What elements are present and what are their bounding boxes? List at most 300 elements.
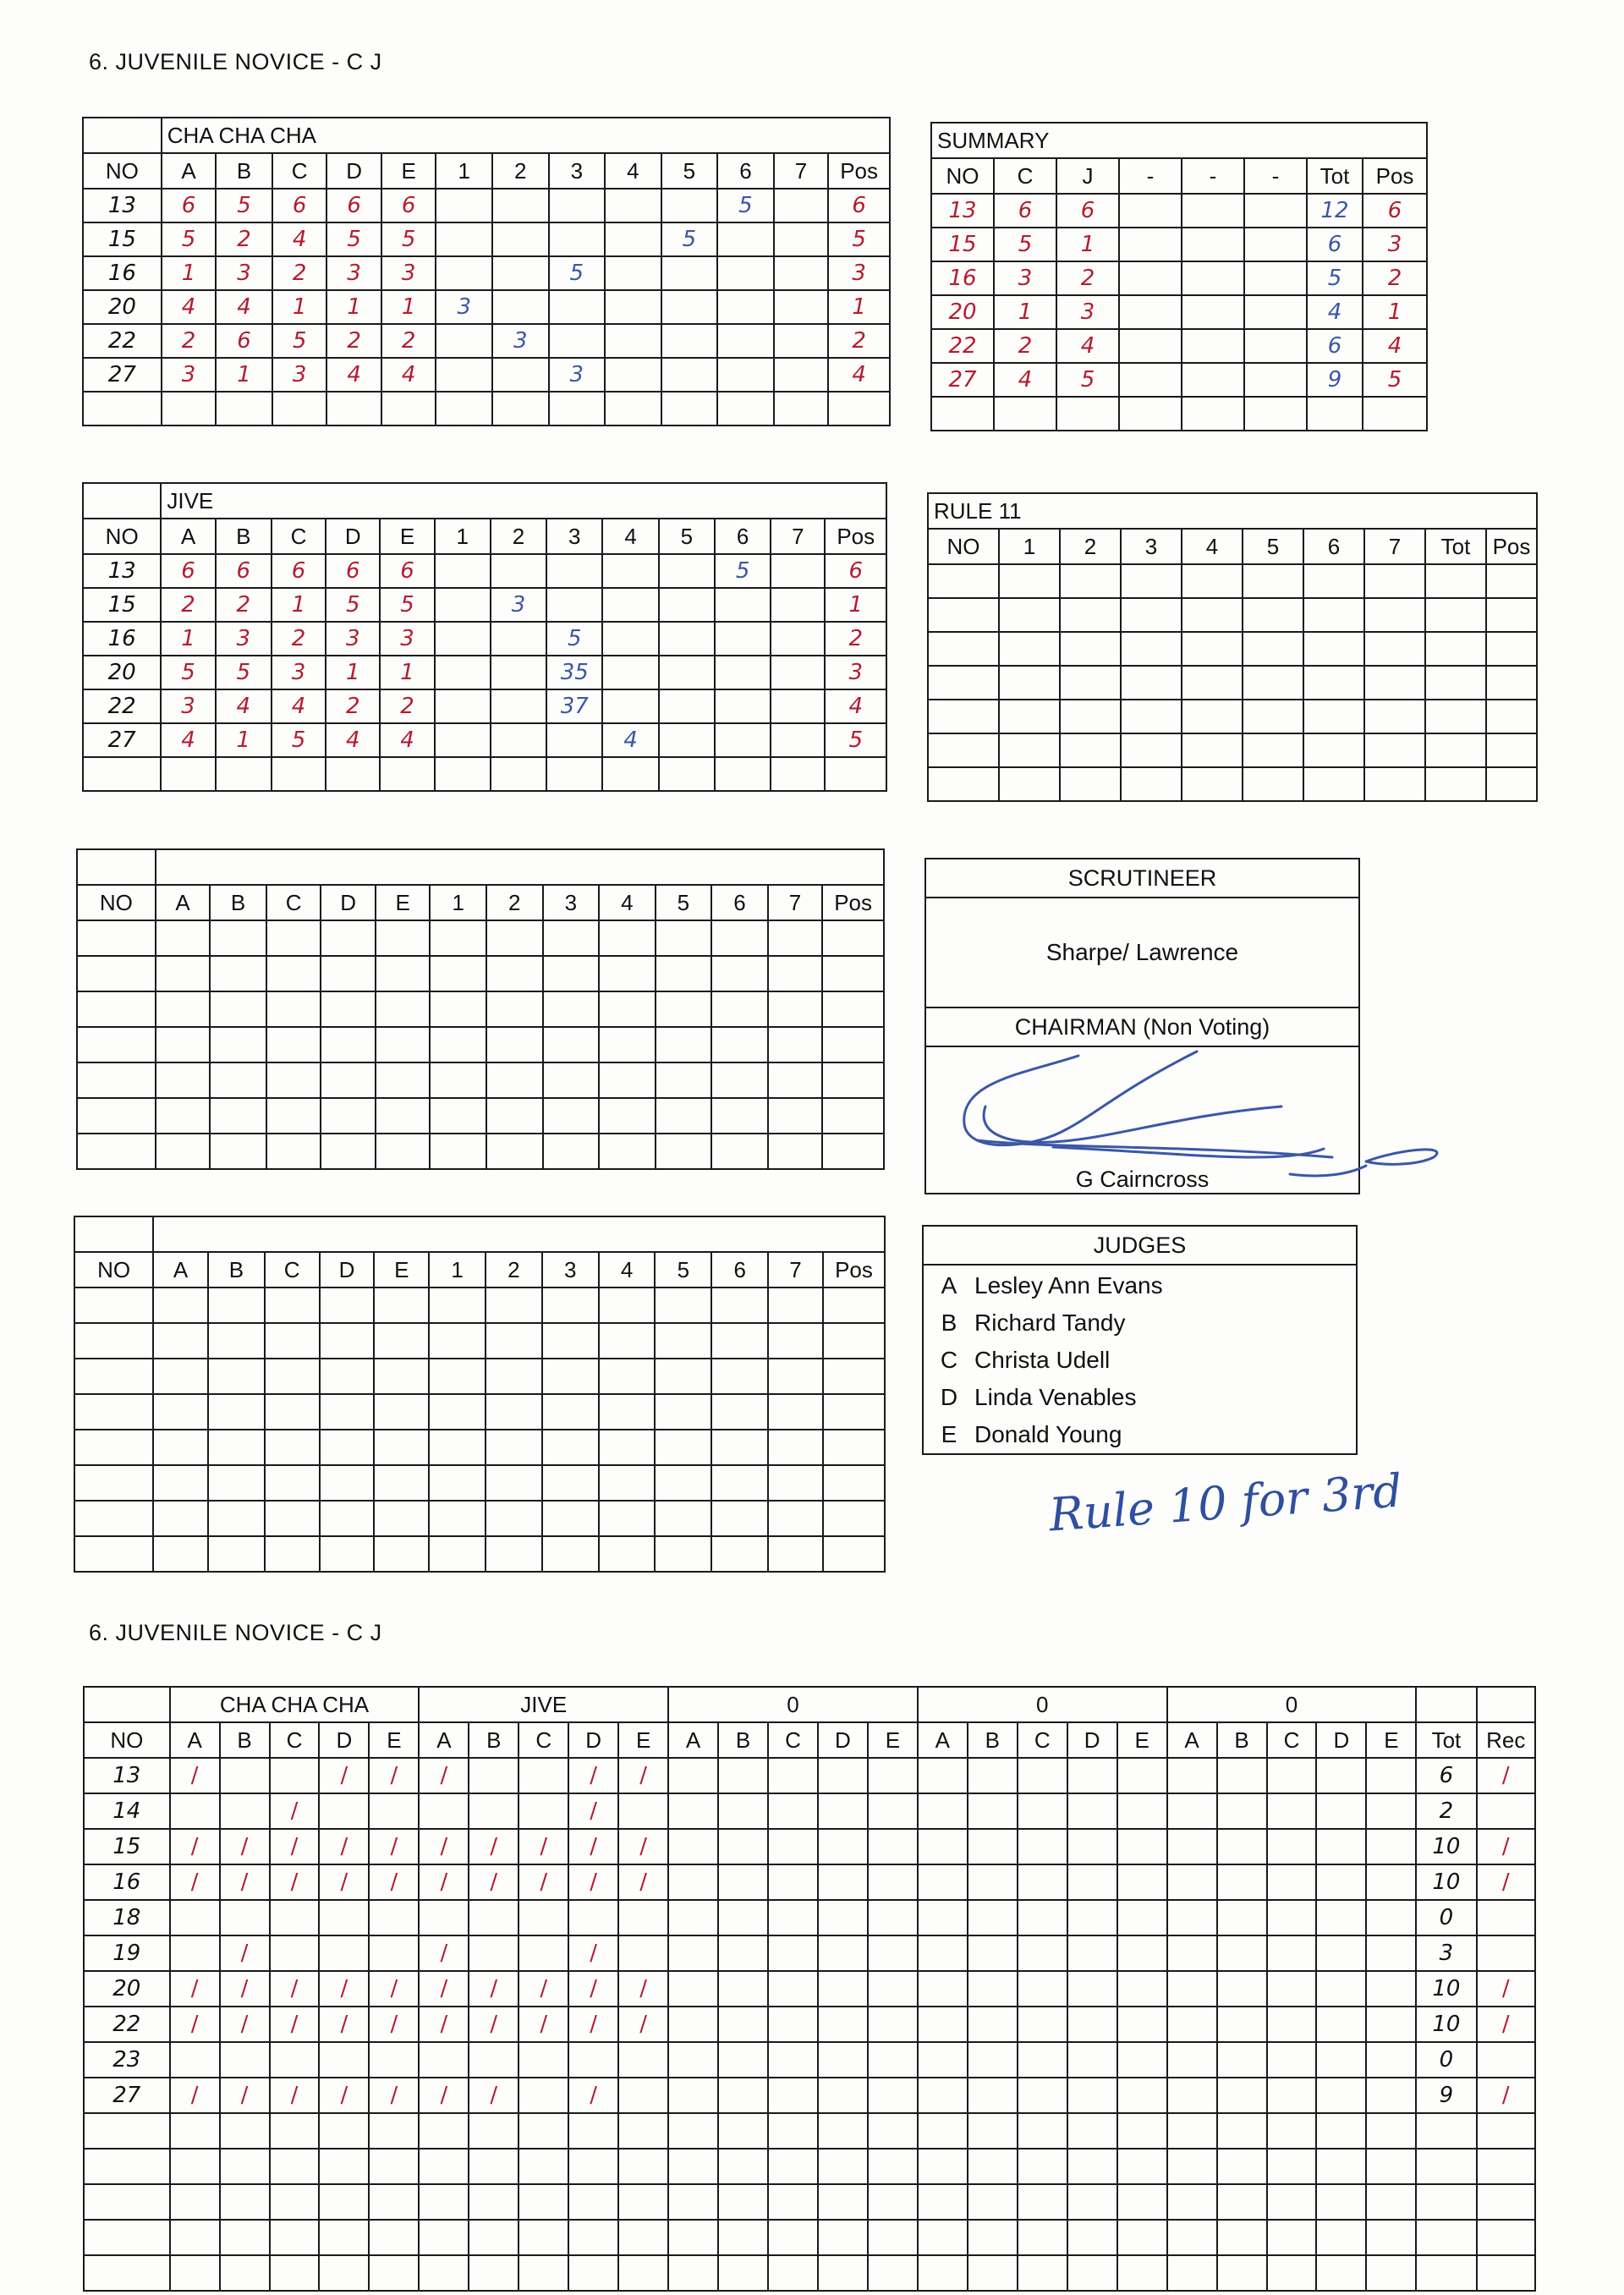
recall-tick	[1217, 2007, 1267, 2042]
summary-cell	[1244, 329, 1307, 363]
mark-cell: 1	[161, 622, 215, 656]
recall-tick	[968, 2255, 1018, 2291]
mark-cell	[768, 1430, 823, 1465]
rule11-cell	[1364, 598, 1425, 632]
recall-tick	[668, 1971, 718, 2007]
recall-tick: /	[469, 1864, 518, 1900]
recall-tick	[1167, 1971, 1217, 2007]
mark-cell: 6	[381, 189, 436, 222]
rule11-cell	[1303, 700, 1364, 733]
recall-tick	[1117, 1900, 1167, 1935]
col-header-7: 7	[768, 1252, 823, 1288]
mark-cell	[435, 588, 491, 622]
summary-title: SUMMARY	[931, 123, 1427, 158]
recall-number: 13	[84, 1758, 170, 1793]
mark-cell	[655, 1359, 711, 1394]
mark-cell	[822, 956, 884, 991]
recall-tick: /	[419, 1971, 469, 2007]
recall-tick	[618, 2149, 668, 2184]
mark-cell	[659, 723, 715, 757]
recall-number	[84, 2220, 170, 2255]
summary-cell: 16	[931, 261, 994, 295]
rule11-cell	[999, 666, 1060, 700]
mark-cell	[376, 1134, 431, 1169]
recall-tick	[1217, 1758, 1267, 1793]
mark-cell	[491, 757, 546, 791]
mark-cell	[717, 358, 774, 392]
recall-tick: /	[170, 2007, 220, 2042]
mark-cell: 2	[326, 689, 380, 723]
mark-cell	[599, 956, 656, 991]
mark-cell: 2	[828, 324, 890, 358]
rule11-cell	[1182, 598, 1243, 632]
recall-tick	[1018, 1900, 1067, 1935]
recall-tick	[1267, 1935, 1317, 1971]
rule11-cell	[1243, 632, 1303, 666]
recall-tick	[918, 2255, 968, 2291]
summary-cell: 9	[1307, 363, 1363, 397]
summary-cell	[1119, 397, 1182, 431]
recall-tick: /	[518, 1829, 568, 1864]
recall-tick	[568, 2149, 618, 2184]
mark-cell	[768, 1323, 823, 1359]
mark-cell	[153, 1323, 208, 1359]
judge-name: Christa Udell	[974, 1347, 1111, 1373]
recall-tick: /	[568, 1793, 618, 1829]
recall-tick	[868, 2184, 918, 2220]
col-header-7: 7	[768, 885, 823, 920]
mark-cell	[599, 991, 656, 1027]
recall-number: 27	[84, 2078, 170, 2113]
mark-cell: 1	[381, 290, 436, 324]
recall-tick	[319, 1935, 369, 1971]
recall-tick	[319, 2220, 369, 2255]
recall-judge-letter: B	[469, 1722, 518, 1758]
mark-cell: 5	[715, 554, 771, 588]
col-header-pos: Pos	[823, 1252, 885, 1288]
recall-tick	[718, 1758, 768, 1793]
rule11-cell	[1303, 598, 1364, 632]
mark-cell: 3	[380, 622, 434, 656]
mark-cell: 4	[216, 290, 272, 324]
summary-header-cell: -	[1182, 158, 1244, 194]
recall-tick	[369, 2042, 419, 2078]
rule11-cell	[1243, 564, 1303, 598]
rule11-cell	[928, 700, 999, 733]
recall-tick	[369, 1935, 419, 1971]
recall-tick	[1366, 1758, 1416, 1793]
mark-cell	[543, 1027, 600, 1062]
recall-tick	[868, 2149, 918, 2184]
recall-total: 6	[1416, 1758, 1476, 1793]
mark-cell	[486, 1134, 543, 1169]
marks-row	[83, 723, 886, 757]
recall-tick	[568, 2220, 618, 2255]
recall-tick	[1316, 1864, 1366, 1900]
mark-cell	[162, 392, 217, 426]
recall-tick	[319, 2255, 369, 2291]
recall-number: 19	[84, 1935, 170, 1971]
mark-cell: 6	[326, 554, 380, 588]
recall-tick	[419, 1900, 469, 1935]
rule11-cell	[999, 564, 1060, 598]
col-header-3: 3	[542, 1252, 599, 1288]
summary-header-cell: NO	[931, 158, 994, 194]
judge-letter: E	[941, 1421, 957, 1447]
mark-cell	[599, 1027, 656, 1062]
summary-cell	[1244, 363, 1307, 397]
summary-cell: 20	[931, 295, 994, 329]
mark-cell	[320, 1465, 375, 1501]
rule11-cell	[999, 598, 1060, 632]
recall-tick	[1167, 1793, 1217, 1829]
marks-row	[77, 920, 884, 956]
mark-cell	[711, 1323, 768, 1359]
recall-tick	[270, 2113, 320, 2149]
mark-cell	[156, 1098, 211, 1134]
recall-tick	[718, 2042, 768, 2078]
rule11-cell	[1182, 733, 1243, 767]
recall-tick	[469, 2184, 518, 2220]
recall-tick	[419, 2184, 469, 2220]
marks-row	[83, 222, 890, 256]
recall-tick	[1067, 1900, 1117, 1935]
recall-tick	[1366, 1971, 1416, 2007]
recall-tick	[818, 2255, 868, 2291]
recall-judge-letter: B	[1217, 1722, 1267, 1758]
summary-row	[931, 228, 1427, 261]
mark-cell: 4	[161, 723, 215, 757]
mark-cell	[153, 1430, 208, 1465]
summary-cell	[1182, 194, 1244, 228]
mark-cell	[492, 392, 549, 426]
recall-tick	[618, 2042, 668, 2078]
recall-tick	[419, 2042, 469, 2078]
recall-tick: /	[220, 2078, 270, 2113]
rule11-cell	[1121, 767, 1182, 801]
mark-cell	[491, 723, 546, 757]
recall-tick	[718, 2184, 768, 2220]
mark-cell	[153, 1288, 208, 1323]
recall-tick: /	[618, 1758, 668, 1793]
mark-cell	[83, 757, 161, 791]
recall-tick	[918, 1900, 968, 1935]
recall-tick	[918, 2078, 968, 2113]
col-header-a: A	[162, 153, 217, 189]
mark-cell	[74, 1465, 153, 1501]
recall-tick	[968, 1829, 1018, 1864]
recall-recalled	[1477, 1935, 1535, 1971]
recall-tick	[1217, 1971, 1267, 2007]
recall-recalled: /	[1477, 1758, 1535, 1793]
judge-letter: C	[940, 1347, 958, 1373]
recall-tick	[618, 1935, 668, 1971]
recall-row	[84, 1900, 1535, 1935]
recall-tick	[170, 2255, 220, 2291]
mark-cell	[374, 1359, 429, 1394]
recall-tick	[568, 2113, 618, 2149]
mark-cell	[492, 290, 549, 324]
marks-row	[77, 1027, 884, 1062]
recall-tick	[1067, 2149, 1117, 2184]
summary-cell: 6	[1307, 329, 1363, 363]
recall-tick: /	[568, 1935, 618, 1971]
col-header-1: 1	[430, 885, 486, 920]
mark-cell	[822, 920, 884, 956]
summary-cell	[1244, 194, 1307, 228]
mark-cell: 5	[216, 189, 272, 222]
mark-cell	[266, 1062, 321, 1098]
mark-cell	[376, 1027, 431, 1062]
recall-tick: /	[618, 2007, 668, 2042]
mark-cell: 6	[162, 189, 217, 222]
mark-cell	[208, 1501, 265, 1536]
recall-tick	[1167, 2255, 1217, 2291]
recall-judge-letter: D	[568, 1722, 618, 1758]
mark-cell	[156, 1134, 211, 1169]
mark-cell	[74, 1394, 153, 1430]
mark-cell	[822, 1098, 884, 1134]
recall-tick	[668, 1864, 718, 1900]
recall-total: 10	[1416, 2007, 1476, 2042]
recall-tick: /	[319, 1829, 369, 1864]
recall-tick	[419, 2255, 469, 2291]
col-header-6: 6	[715, 519, 771, 554]
marks-row	[83, 358, 890, 392]
recall-recalled	[1477, 1900, 1535, 1935]
recall-tick	[668, 2220, 718, 2255]
mark-cell: 3	[326, 622, 380, 656]
recall-tick	[868, 1793, 918, 1829]
summary-cell: 3	[1056, 295, 1119, 329]
recall-tick	[170, 2149, 220, 2184]
mark-cell	[266, 1134, 321, 1169]
mark-cell	[376, 1098, 431, 1134]
recall-tick	[868, 1864, 918, 1900]
recall-tick: /	[319, 1971, 369, 2007]
recall-dance-header: 0	[668, 1687, 918, 1722]
recall-tick	[518, 2184, 568, 2220]
recall-tick: /	[369, 1829, 419, 1864]
recall-tick	[270, 2255, 320, 2291]
recall-tick	[568, 2255, 618, 2291]
mark-cell	[602, 588, 658, 622]
mark-cell	[429, 1465, 486, 1501]
recall-tick	[618, 2113, 668, 2149]
mark-cell	[492, 222, 549, 256]
mark-cell	[771, 622, 825, 656]
recall-tick	[768, 2007, 818, 2042]
summary-cell: 1	[1363, 295, 1427, 329]
recall-tick	[718, 1971, 768, 2007]
recall-tick	[369, 2113, 419, 2149]
mark-cell	[208, 1536, 265, 1572]
recall-judge-letter: D	[1316, 1722, 1366, 1758]
mark-cell	[711, 920, 768, 956]
recall-tick	[469, 2113, 518, 2149]
mark-cell	[486, 1027, 543, 1062]
summary-cell	[1119, 261, 1182, 295]
mark-cell	[208, 1323, 265, 1359]
recall-tick	[1267, 1971, 1317, 2007]
mark-cell: 5	[272, 324, 327, 358]
recall-tick	[518, 2113, 568, 2149]
mark-cell	[429, 1501, 486, 1536]
mark-cell	[266, 1027, 321, 1062]
summary-cell	[1244, 228, 1307, 261]
summary-cell: 22	[931, 329, 994, 363]
recall-total: 10	[1416, 1829, 1476, 1864]
mark-cell	[823, 1501, 885, 1536]
recall-no-header: NO	[84, 1722, 170, 1758]
mark-cell	[321, 991, 376, 1027]
judge-letter: B	[941, 1309, 957, 1336]
mark-cell	[605, 222, 661, 256]
rule11-header-cell: 2	[1060, 529, 1121, 564]
mark-cell	[661, 324, 718, 358]
recall-tick	[818, 2184, 868, 2220]
mark-cell: 4	[602, 723, 658, 757]
summary-cell: 4	[1307, 295, 1363, 329]
recall-tick: /	[419, 2007, 469, 2042]
judge-entry	[924, 1342, 1356, 1379]
summary-cell	[1056, 397, 1119, 431]
mark-cell	[543, 956, 600, 991]
judge-entry	[924, 1304, 1356, 1342]
mark-cell	[430, 1134, 486, 1169]
col-header-3: 3	[543, 885, 600, 920]
recall-tick	[220, 2255, 270, 2291]
mark-cell	[655, 1430, 711, 1465]
marks-row	[74, 1323, 885, 1359]
summary-cell	[1182, 397, 1244, 431]
marks-row	[77, 1134, 884, 1169]
recall-tick	[718, 2220, 768, 2255]
recall-tick	[170, 2042, 220, 2078]
recall-tick	[718, 1900, 768, 1935]
recall-tick	[1167, 2042, 1217, 2078]
recall-tick	[818, 2078, 868, 2113]
recall-tick	[1267, 2220, 1317, 2255]
recall-tick	[1018, 1793, 1067, 1829]
mark-cell: 13	[83, 554, 161, 588]
summary-cell: 5	[1307, 261, 1363, 295]
recall-tick	[1067, 2184, 1117, 2220]
rule11-cell	[1425, 564, 1486, 598]
recall-judge-letter: A	[170, 1722, 220, 1758]
mark-cell	[436, 256, 492, 290]
recall-total	[1416, 2220, 1476, 2255]
recall-tick: /	[220, 1829, 270, 1864]
recall-tick	[469, 1900, 518, 1935]
recall-total: 10	[1416, 1864, 1476, 1900]
mark-cell	[711, 1027, 768, 1062]
rule11-cell	[1486, 700, 1537, 733]
recall-tick	[369, 1793, 419, 1829]
col-header-1: 1	[429, 1252, 486, 1288]
mark-cell: 5	[661, 222, 718, 256]
recall-number: 20	[84, 1971, 170, 2007]
recall-tick: /	[220, 2007, 270, 2042]
mark-cell	[768, 1359, 823, 1394]
recall-tick: /	[319, 1758, 369, 1793]
mark-cell	[266, 956, 321, 991]
col-header-4: 4	[599, 885, 656, 920]
col-header-b: B	[216, 153, 272, 189]
mark-cell: 1	[216, 358, 272, 392]
recall-tick	[1117, 1793, 1167, 1829]
summary-cell	[1119, 194, 1182, 228]
scrutineer-name: Sharpe/ Lawrence	[1045, 939, 1239, 965]
recall-tick	[768, 2255, 818, 2291]
recall-tick	[818, 2007, 868, 2042]
mark-cell	[266, 1098, 321, 1134]
summary-table	[930, 122, 1428, 431]
rule11-cell	[1486, 767, 1537, 801]
col-header-5: 5	[655, 1252, 711, 1288]
mark-cell: 6	[326, 189, 381, 222]
mark-cell	[210, 1098, 266, 1134]
mark-cell	[774, 222, 829, 256]
summary-cell: 1	[994, 295, 1056, 329]
mark-cell	[599, 1134, 656, 1169]
mark-cell	[374, 1288, 429, 1323]
mark-cell	[430, 1062, 486, 1098]
summary-cell	[1363, 397, 1427, 431]
recall-tick	[518, 1935, 568, 1971]
mark-cell	[265, 1430, 320, 1465]
rule11-cell	[1486, 564, 1537, 598]
summary-cell: 1	[1056, 228, 1119, 261]
recall-judge-letter: A	[668, 1722, 718, 1758]
recall-number: 16	[84, 1864, 170, 1900]
mark-cell: 15	[83, 222, 162, 256]
mark-cell	[435, 689, 491, 723]
recall-tick: /	[419, 1829, 469, 1864]
mark-cell	[486, 1394, 542, 1430]
mark-cell	[430, 991, 486, 1027]
col-header-e: E	[374, 1252, 429, 1288]
summary-cell	[1182, 329, 1244, 363]
recall-spacer	[84, 1687, 170, 1722]
rule11-cell	[928, 564, 999, 598]
recall-tick	[1018, 1935, 1067, 1971]
rule11-cell	[1121, 700, 1182, 733]
summary-cell: 2	[994, 329, 1056, 363]
mark-cell	[605, 256, 661, 290]
recall-recalled: /	[1477, 2078, 1535, 2113]
mark-cell	[491, 656, 546, 689]
mark-cell	[74, 1359, 153, 1394]
recall-tick	[369, 1900, 419, 1935]
recall-row	[84, 2220, 1535, 2255]
recall-tick	[1316, 1935, 1366, 1971]
mark-cell	[436, 324, 492, 358]
col-header-4: 4	[602, 519, 658, 554]
recall-tick	[918, 1758, 968, 1793]
col-header-a: A	[156, 885, 211, 920]
mark-cell	[156, 1062, 211, 1098]
mark-cell: 6	[380, 554, 434, 588]
recall-tick	[1366, 2007, 1416, 2042]
mark-cell: 1	[326, 656, 380, 689]
rule11-header-cell: 4	[1182, 529, 1243, 564]
mark-cell	[265, 1288, 320, 1323]
mark-cell	[156, 956, 211, 991]
recall-tick	[469, 1935, 518, 1971]
recall-tick	[1117, 2007, 1167, 2042]
mark-cell	[492, 189, 549, 222]
